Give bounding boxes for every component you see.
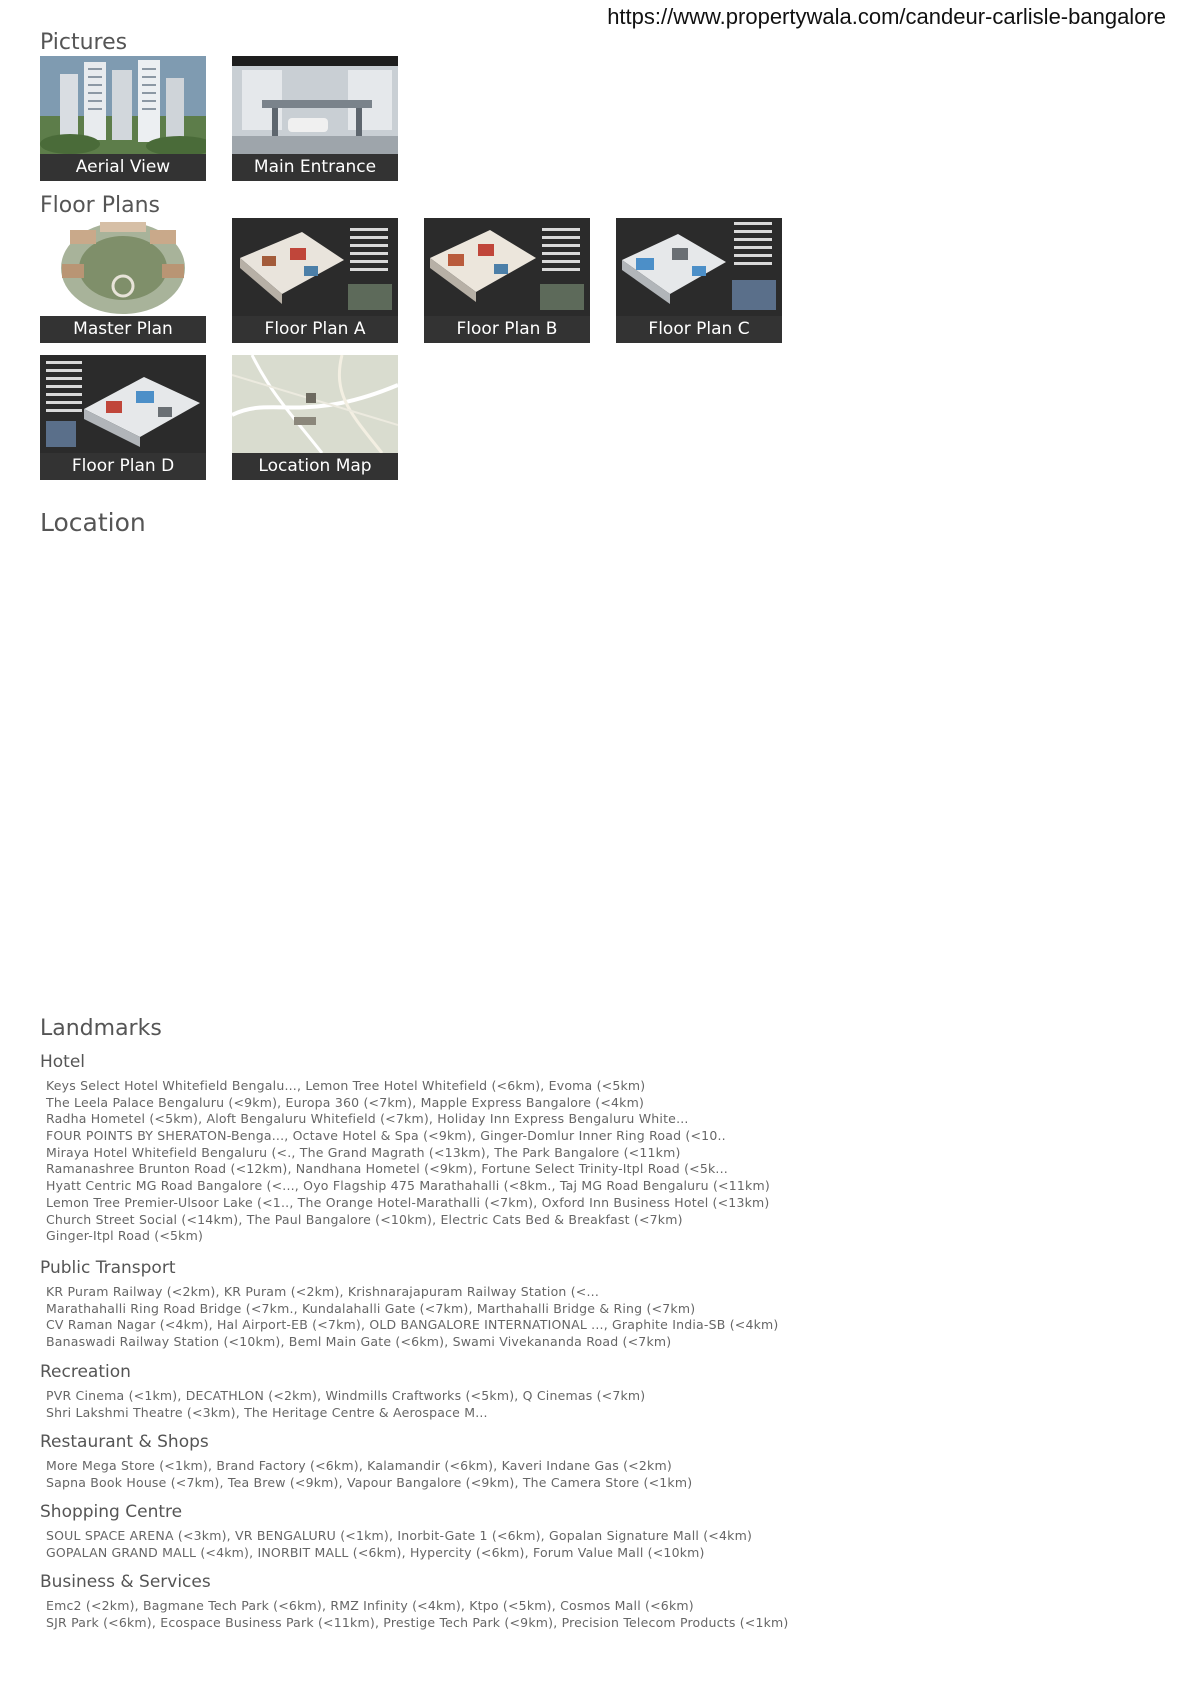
landmark-item[interactable]: Lemon Tree Premier-Ulsoor Lake (<1.. , (46, 1195, 298, 1210)
landmark-item[interactable]: The Leela Palace Bengaluru (<9km) , (46, 1095, 286, 1110)
landmark-item[interactable]: OLD BANGALORE INTERNATIONAL ... , (369, 1317, 612, 1332)
landmark-item[interactable]: Lemon Tree Hotel Whitefield (<6km) , (305, 1078, 548, 1093)
master-plan-icon (40, 218, 206, 316)
landmark-item[interactable]: Ginger-Itpl Road (<5km) (46, 1228, 204, 1244)
landmark-item[interactable]: Beml Main Gate (<6km) , (289, 1334, 453, 1349)
landmark-item[interactable]: Marathahalli Ring Road Bridge (<7km. , (46, 1301, 302, 1316)
landmark-line (46, 1228, 826, 1245)
landmark-item[interactable]: Bagmane Tech Park (<6km) , (143, 1598, 330, 1613)
thumb-caption: Floor Plan A (232, 316, 398, 343)
landmark-item[interactable]: GOPALAN GRAND MALL (<4km) , (46, 1545, 258, 1560)
aerial-view-photo-icon (40, 56, 206, 154)
thumb-caption: Floor Plan C (616, 316, 782, 343)
landmark-item[interactable]: FOUR POINTS BY SHERATON-Benga... , (46, 1128, 293, 1143)
landmark-item[interactable]: Ramanashree Brunton Road (<12km) , (46, 1161, 296, 1176)
thumb-floor-plan-d[interactable] (40, 355, 206, 480)
landmark-list (46, 1458, 826, 1491)
landmark-item[interactable]: SOUL SPACE ARENA (<3km) , (46, 1528, 235, 1543)
landmark-item[interactable]: Radha Hometel (<5km) , (46, 1111, 206, 1126)
landmark-item[interactable]: KR Puram Railway (<2km) , (46, 1284, 224, 1299)
landmark-item[interactable]: Holiday Inn Express Bengaluru White... (437, 1111, 689, 1127)
thumb-caption: Master Plan (40, 316, 206, 343)
landmark-item[interactable]: Hyatt Centric MG Road Bangalore (<... , (46, 1178, 303, 1193)
landmarks-heading: Landmarks (40, 1016, 162, 1041)
landmark-item[interactable]: Precision Telecom Products (<1km) (561, 1614, 789, 1630)
landmark-item[interactable]: Swami Vivekananda Road (<7km) (452, 1334, 672, 1350)
floor-plan-d-icon (40, 355, 206, 453)
thumb-master-plan[interactable] (40, 218, 206, 343)
landmark-line (46, 1284, 826, 1301)
landmark-line (46, 1145, 826, 1162)
landmark-category-heading: Public Transport (40, 1258, 176, 1278)
location-heading: Location (40, 508, 146, 537)
landmark-category-heading: Restaurant & Shops (40, 1432, 209, 1452)
landmark-item[interactable]: KR Puram (<2km) , (224, 1284, 348, 1299)
landmark-item[interactable]: The Orange Hotel-Marathalli (<7km) , (298, 1195, 542, 1210)
thumb-floor-plan-a[interactable] (232, 218, 398, 343)
landmark-line (46, 1212, 826, 1229)
thumb-caption: Location Map (232, 453, 398, 480)
landmark-list (46, 1078, 826, 1245)
landmark-item[interactable]: Vapour Bangalore (<9km) , (347, 1475, 523, 1490)
landmark-line (46, 1615, 826, 1632)
landmark-item[interactable]: Octave Hotel & Spa (<9km) , (293, 1128, 481, 1143)
landmark-category-heading: Hotel (40, 1052, 86, 1072)
pictures-heading: Pictures (40, 30, 128, 55)
landmark-item[interactable]: Windmills Craftworks (<5km) , (325, 1388, 522, 1403)
landmark-item[interactable]: CV Raman Nagar (<4km) , (46, 1317, 217, 1332)
page-url[interactable]: https://www.propertywala.com/candeur-carlisle-bangalore (607, 4, 1166, 29)
floor-plans-heading: Floor Plans (40, 193, 160, 218)
thumb-aerial-view[interactable] (40, 56, 206, 181)
thumb-location-map[interactable] (232, 355, 398, 480)
landmark-line (46, 1128, 826, 1145)
landmark-item[interactable]: Nandhana Hometel (<9km) , (296, 1161, 482, 1176)
landmark-item[interactable]: Miraya Hotel Whitefield Bengaluru (<. , (46, 1145, 300, 1160)
landmark-item[interactable]: Europa 360 (<7km) , (286, 1095, 421, 1110)
location-map-icon (232, 355, 398, 453)
landmark-item[interactable]: Banaswadi Railway Station (<10km) , (46, 1334, 289, 1349)
landmark-item[interactable]: The Camera Store (<1km) (522, 1474, 693, 1490)
thumb-floor-plan-c[interactable] (616, 218, 782, 343)
landmark-line (46, 1458, 826, 1475)
landmark-line (46, 1475, 826, 1492)
landmark-item[interactable]: Taj MG Road Bengaluru (<11km) (559, 1178, 770, 1194)
landmark-line (46, 1388, 826, 1405)
thumb-floor-plan-b[interactable] (424, 218, 590, 343)
landmark-item[interactable]: Kaveri Indane Gas (<2km) (501, 1458, 672, 1473)
landmark-item[interactable]: Forum Value Mall (<10km) (533, 1544, 705, 1560)
floor-plan-c-icon (616, 218, 782, 316)
thumb-caption: Aerial View (40, 154, 206, 181)
landmark-line (46, 1195, 826, 1212)
landmark-item[interactable]: The Paul Bangalore (<10km) , (247, 1212, 441, 1227)
landmark-item[interactable]: Q Cinemas (<7km) (522, 1388, 646, 1403)
landmark-list (46, 1284, 826, 1351)
main-entrance-photo-icon (232, 56, 398, 154)
landmark-item[interactable]: Ktpo (<5km) , (469, 1598, 560, 1613)
landmark-item[interactable]: Prestige Tech Park (<9km) , (383, 1615, 561, 1630)
landmark-item[interactable]: Fortune Select Trinity-Itpl Road (<5k... (481, 1161, 728, 1177)
landmark-line (46, 1095, 826, 1112)
thumb-main-entrance[interactable] (232, 56, 398, 181)
landmark-category-heading: Business & Services (40, 1572, 211, 1592)
landmark-item[interactable]: Electric Cats Bed & Breakfast (<7km) (440, 1211, 683, 1227)
landmark-item[interactable]: The Park Bangalore (<11km) (494, 1144, 681, 1160)
floor-plan-b-icon (424, 218, 590, 316)
landmark-list (46, 1388, 826, 1421)
landmark-item[interactable]: Shri Lakshmi Theatre (<3km) , (46, 1405, 244, 1420)
landmark-item[interactable]: Graphite India-SB (<4km) (612, 1317, 779, 1333)
landmark-item[interactable]: Mapple Express Bangalore (<4km) (420, 1094, 645, 1110)
landmark-item[interactable]: Kalamandir (<6km) , (367, 1458, 501, 1473)
thumb-caption: Floor Plan B (424, 316, 590, 343)
landmark-item[interactable]: The Grand Magrath (<13km) , (300, 1145, 494, 1160)
landmark-item[interactable]: More Mega Store (<1km) , (46, 1458, 216, 1473)
landmark-line (46, 1545, 826, 1562)
landmark-line (46, 1111, 826, 1128)
landmark-line (46, 1528, 826, 1545)
landmark-line (46, 1178, 826, 1195)
landmark-line (46, 1161, 826, 1178)
landmark-list (46, 1598, 826, 1631)
thumb-caption: Main Entrance (232, 154, 398, 181)
landmark-line (46, 1301, 826, 1318)
landmark-item[interactable]: Krishnarajapuram Railway Station (<... (347, 1284, 599, 1299)
landmark-item[interactable]: Inorbit-Gate 1 (<6km) , (397, 1528, 549, 1543)
landmark-item[interactable]: RMZ Infinity (<4km) , (330, 1598, 469, 1613)
landmark-item[interactable]: INORBIT MALL (<6km) , (258, 1545, 410, 1560)
landmark-item[interactable]: Emc2 (<2km) , (46, 1598, 143, 1613)
landmark-list (46, 1528, 826, 1561)
landmark-line (46, 1334, 826, 1351)
landmark-category-heading: Recreation (40, 1362, 131, 1382)
location-map-area[interactable] (40, 548, 820, 998)
landmark-item[interactable]: Oxford Inn Business Hotel (<13km) (541, 1194, 770, 1210)
landmark-item[interactable]: Oyo Flagship 475 Marathahalli (<8km. , (303, 1178, 560, 1193)
landmark-category-heading: Shopping Centre (40, 1502, 183, 1522)
landmark-item[interactable]: Sapna Book House (<7km) , (46, 1475, 228, 1490)
thumb-caption: Floor Plan D (40, 453, 206, 480)
landmark-line (46, 1598, 826, 1615)
landmark-item[interactable]: DECATHLON (<2km) , (186, 1388, 326, 1403)
landmark-item[interactable]: The Heritage Centre & Aerospace M... (244, 1404, 488, 1420)
landmark-item[interactable]: Hal Airport-EB (<7km) , (217, 1317, 369, 1332)
landmark-item[interactable]: Cosmos Mall (<6km) (560, 1598, 694, 1613)
landmark-item[interactable]: VR BENGALURU (<1km) , (235, 1528, 397, 1543)
landmark-item[interactable]: Marthahalli Bridge & Ring (<7km) (476, 1300, 696, 1316)
landmark-item[interactable]: Brand Factory (<6km) , (216, 1458, 367, 1473)
landmark-item[interactable]: Aloft Bengaluru Whitefield (<7km) , (206, 1111, 437, 1126)
landmark-item[interactable]: Keys Select Hotel Whitefield Bengalu... , (46, 1078, 305, 1093)
landmark-line (46, 1317, 826, 1334)
landmark-item[interactable]: Evoma (<5km) (548, 1078, 646, 1093)
landmark-item[interactable]: Church Street Social (<14km) , (46, 1212, 247, 1227)
landmark-item[interactable]: Hypercity (<6km) , (410, 1545, 533, 1560)
landmark-item[interactable]: Ecospace Business Park (<11km) , (160, 1615, 383, 1630)
landmark-line (46, 1078, 826, 1095)
landmark-item[interactable]: Tea Brew (<9km) , (228, 1475, 347, 1490)
landmark-item[interactable]: Gopalan Signature Mall (<4km) (549, 1528, 753, 1543)
floor-plan-a-icon (232, 218, 398, 316)
landmark-item[interactable]: Kundalahalli Gate (<7km) , (302, 1301, 477, 1316)
landmark-line (46, 1405, 826, 1422)
landmark-item[interactable]: SJR Park (<6km) , (46, 1615, 160, 1630)
landmark-item[interactable]: Ginger-Domlur Inner Ring Road (<10.. (480, 1128, 726, 1144)
landmark-item[interactable]: PVR Cinema (<1km) , (46, 1388, 186, 1403)
